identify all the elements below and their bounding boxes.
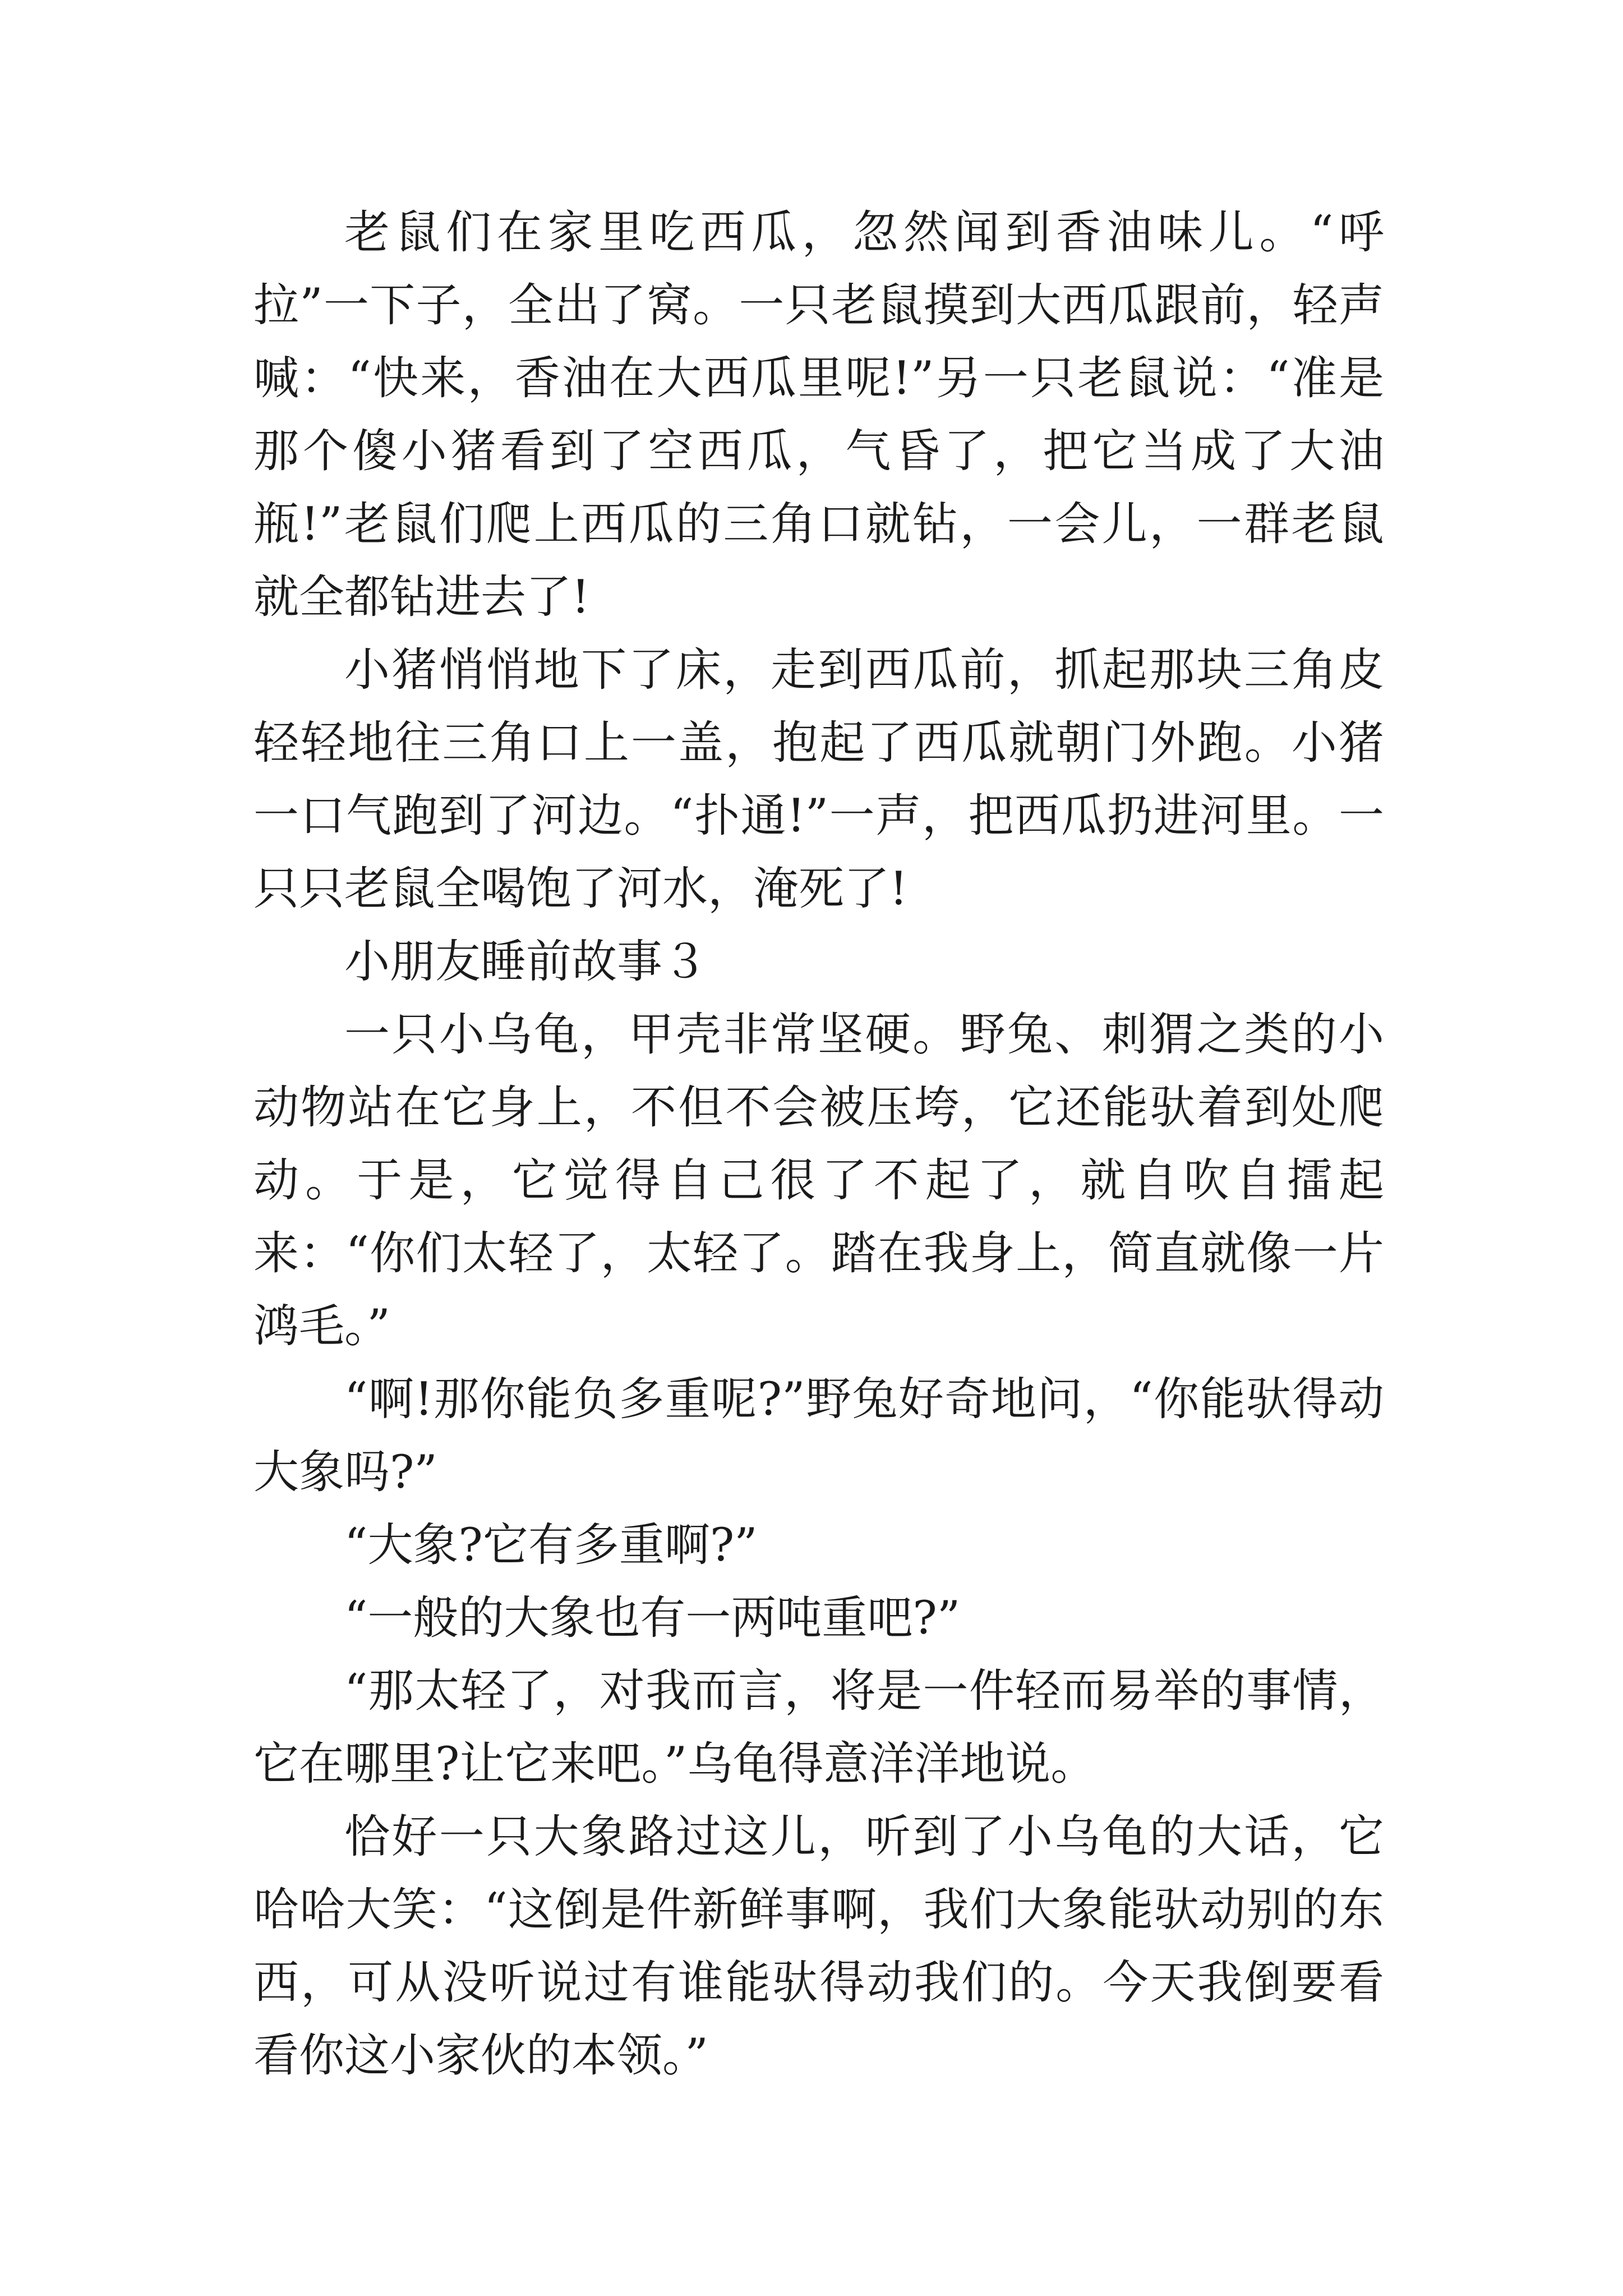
paragraph-elephant-weight: “一般的大象也有一两吨重吧?” xyxy=(344,1592,961,1645)
paragraph-elephant-arrives: 恰好一只大象路过这儿，听到了小乌龟的大话，它哈哈大笑：“这倒是件新鲜事啊，我们大象能驮动别的东西，可从没听说过有谁能驮得动我们的。今天我倒要看看你这小家伙的本领。” xyxy=(253,1811,1384,2082)
paragraph-turtle-question: “大象?它有多重啊?” xyxy=(344,1519,758,1572)
paragraph-turtle-boasts: 一只小乌龟，甲壳非常坚硬。野兔、刺猬之类的小动物站在它身上，不但不会被压垮，它还能驮着到处爬动。于是，它觉得自己很了不起了，就自吹自擂起来：“你们太轻了，太轻了。踏在我身上，简直就像一片鸿毛。” xyxy=(253,1009,1384,1353)
paragraph-rabbit-asks: “啊!那你能负多重呢?”野兔好奇地问，“你能驮得动大象吗?” xyxy=(253,1373,1384,1499)
paragraph-pig-throws-watermelon: 小猪悄悄地下了床，走到西瓜前，抓起那块三角皮轻轻地往三角口上一盖，抱起了西瓜就朝门外跑。小猪一口气跑到了河边。“扑通!”一声，把西瓜扔进河里。一只只老鼠全喝饱了河水，淹死了! xyxy=(253,644,1384,915)
paragraph-mice-enter-watermelon: 老鼠们在家里吃西瓜，忽然闻到香油味儿。“呼拉”一下子，全出了窝。一只老鼠摸到大西瓜跟前，轻声喊：“快来，香油在大西瓜里呢!”另一只老鼠说：“准是那个傻小猪看到了空西瓜，气昏了，把它当成了大油瓶!”老鼠们爬上西瓜的三角口就钻，一会儿，一群老鼠就全都钻进去了! xyxy=(253,206,1384,624)
paragraph-turtle-brags: “那太轻了，对我而言，将是一件轻而易举的事情，它在哪里?让它来吧。”乌龟得意洋洋地说。 xyxy=(253,1665,1384,1791)
story-text xyxy=(253,196,1384,2092)
story-heading: 小朋友睡前故事３ xyxy=(344,936,708,988)
